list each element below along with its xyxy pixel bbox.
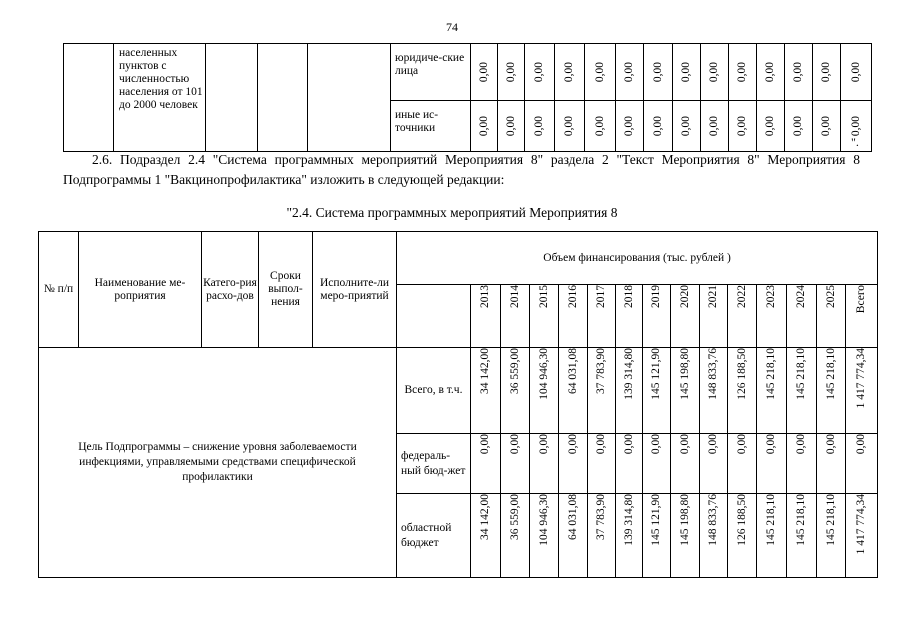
year-header: 2022 xyxy=(735,285,748,308)
value-cell: 0,00 xyxy=(508,434,521,455)
amendment-paragraph: 2.6. Подраздел 2.4 "Система программных мероприятий Мероприятия 8" раздела 2 "Текст Мероприятия 8" Мероприятия 8 Подпрограммы 1 "Вакцинопрофилактика" изложить в следующей редакции: xyxy=(63,152,860,187)
section-subtitle: "2.4. Система программных мероприятий Мероприятия 8 xyxy=(286,205,618,220)
header-executors: Исполните-ли меро-приятий xyxy=(313,232,397,348)
value-cell: 139 314,80 xyxy=(622,348,635,400)
year-header-total: Всего xyxy=(855,285,868,314)
value-cell: 145 218,10 xyxy=(765,494,777,546)
value-cell: 126 188,50 xyxy=(735,494,748,546)
value-cell: 34 142,00 xyxy=(479,494,491,540)
source-label: иные ис-точники xyxy=(391,101,471,152)
value-cell: 0,00 xyxy=(764,61,776,83)
header-terms: Сроки выпол-нения xyxy=(259,232,313,348)
value-cell: 0,00 xyxy=(622,434,635,455)
value-cell: 0,00 xyxy=(736,115,748,137)
value-cell: 0,00 xyxy=(651,61,664,83)
value-cell: 145 198,80 xyxy=(678,348,691,400)
value-cell: 0,00 xyxy=(533,61,545,83)
year-header: 2017 xyxy=(595,285,607,308)
empty-cell xyxy=(308,44,391,152)
year-header: 2021 xyxy=(707,285,719,308)
value-cell-total: 1 417 774,34 xyxy=(855,348,868,409)
value-cell: 0,00 xyxy=(678,434,691,455)
year-header: 2024 xyxy=(795,285,807,308)
value-cell: 0,00 xyxy=(533,115,545,137)
source-label: юридиче-ские лица xyxy=(391,44,471,101)
empty-cell xyxy=(206,44,258,152)
year-header: 2025 xyxy=(824,285,837,308)
value-cell: 37 783,90 xyxy=(595,348,607,394)
value-cell: 0,00 xyxy=(707,434,719,455)
value-cell: 0,00 xyxy=(735,434,748,455)
value-cell: 148 833,76 xyxy=(707,348,719,400)
value-cell: 0,00 xyxy=(820,115,832,137)
value-cell: 0,00 xyxy=(792,115,804,137)
empty-cell xyxy=(258,44,308,152)
value-cell: 0,00 xyxy=(708,61,720,83)
value-cell: 145 218,10 xyxy=(765,348,777,400)
value-cell: 0,00 xyxy=(504,115,517,137)
header-funding: Объем финансирования (тыс. рублей ) xyxy=(397,232,878,285)
value-cell: 64 031,08 xyxy=(566,348,579,394)
continuation-table xyxy=(63,43,872,152)
value-cell: 104 946,30 xyxy=(537,494,550,546)
value-cell: 104 946,30 xyxy=(537,348,550,400)
value-cell: 0,00 xyxy=(593,115,606,137)
value-cell: 0,00 xyxy=(566,434,579,455)
value-cell: 0,00 xyxy=(593,61,606,83)
funding-table xyxy=(38,231,878,578)
year-header: 2020 xyxy=(678,285,691,308)
value-cell: 0,00 xyxy=(477,115,490,137)
value-cell: 0,00 xyxy=(736,61,748,83)
value-cell: 0,00 xyxy=(563,115,575,137)
value-cell: 0,00 xyxy=(849,61,862,83)
value-cell: 0,00 xyxy=(795,434,807,455)
value-cell: 145 218,10 xyxy=(824,494,837,546)
year-header: 2015 xyxy=(537,285,550,308)
value-cell: 0,00 xyxy=(792,61,804,83)
value-cell: 0,00 xyxy=(623,115,635,137)
program-goal: Цель Подпрограммы – снижение уровня заболеваемости инфекциями, управляемыми средствами специфической профилактики xyxy=(39,348,397,578)
value-cell: 0,00 xyxy=(765,434,777,455)
value-cell: 0,00 xyxy=(651,115,664,137)
value-cell: 37 783,90 xyxy=(595,494,607,540)
value-cell: 0,00 xyxy=(824,434,837,455)
value-cell: 0,00 xyxy=(680,115,692,137)
measure-name-cell: населенных пунктов с численностью населения от 101 до 2000 человек xyxy=(114,44,206,152)
value-cell: 0,00 xyxy=(680,61,692,83)
value-cell: 0,00 xyxy=(623,61,635,83)
value-cell: 0,00 xyxy=(504,61,517,83)
value-cell-total: 0,00 xyxy=(855,434,868,455)
value-cell: 0,00 xyxy=(708,115,720,137)
year-header: 2014 xyxy=(508,285,521,308)
header-num: № п/п xyxy=(39,232,79,348)
value-cell: 0,00 xyxy=(849,115,862,137)
value-cell: 148 833,76 xyxy=(707,494,719,546)
year-header: 2019 xyxy=(650,285,662,308)
source-label: федераль-ный бюд-жет xyxy=(397,434,471,494)
value-cell: 34 142,00 xyxy=(479,348,491,394)
header-name: Наименование ме-роприятия xyxy=(79,232,202,348)
value-cell: 145 198,80 xyxy=(678,494,691,546)
value-cell: 126 188,50 xyxy=(735,348,748,400)
value-cell: 145 218,10 xyxy=(795,494,807,546)
value-cell: 0,00 xyxy=(537,434,550,455)
value-cell: 145 121,90 xyxy=(650,494,662,546)
page-number: 74 xyxy=(446,20,458,34)
year-header: 2013 xyxy=(479,285,491,308)
empty-cell xyxy=(64,44,114,152)
value-cell: 145 218,10 xyxy=(795,348,807,400)
year-header: 2016 xyxy=(566,285,579,308)
source-label: областной бюджет xyxy=(397,494,471,578)
year-header: 2018 xyxy=(622,285,635,308)
value-cell: 36 559,00 xyxy=(508,348,521,394)
value-cell: 0,00 xyxy=(820,61,832,83)
value-cell: 145 218,10 xyxy=(824,348,837,400)
value-cell: 0,00 xyxy=(764,115,776,137)
value-cell: 139 314,80 xyxy=(622,494,635,546)
year-header: 2023 xyxy=(765,285,777,308)
closing-quote: ". xyxy=(851,135,859,149)
value-cell: 36 559,00 xyxy=(508,494,521,540)
value-cell: 0,00 xyxy=(479,434,491,455)
value-cell: 64 031,08 xyxy=(566,494,579,540)
empty-cell xyxy=(397,285,471,348)
value-cell: 0,00 xyxy=(595,434,607,455)
source-label: Всего, в т.ч. xyxy=(397,348,471,434)
value-cell: 0,00 xyxy=(650,434,662,455)
value-cell: 0,00 xyxy=(563,61,575,83)
header-category: Катего-рия расхо-дов xyxy=(202,232,259,348)
value-cell: 0,00 xyxy=(477,61,490,83)
value-cell-total: 1 417 774,34 xyxy=(855,494,868,555)
value-cell: 145 121,90 xyxy=(650,348,662,400)
